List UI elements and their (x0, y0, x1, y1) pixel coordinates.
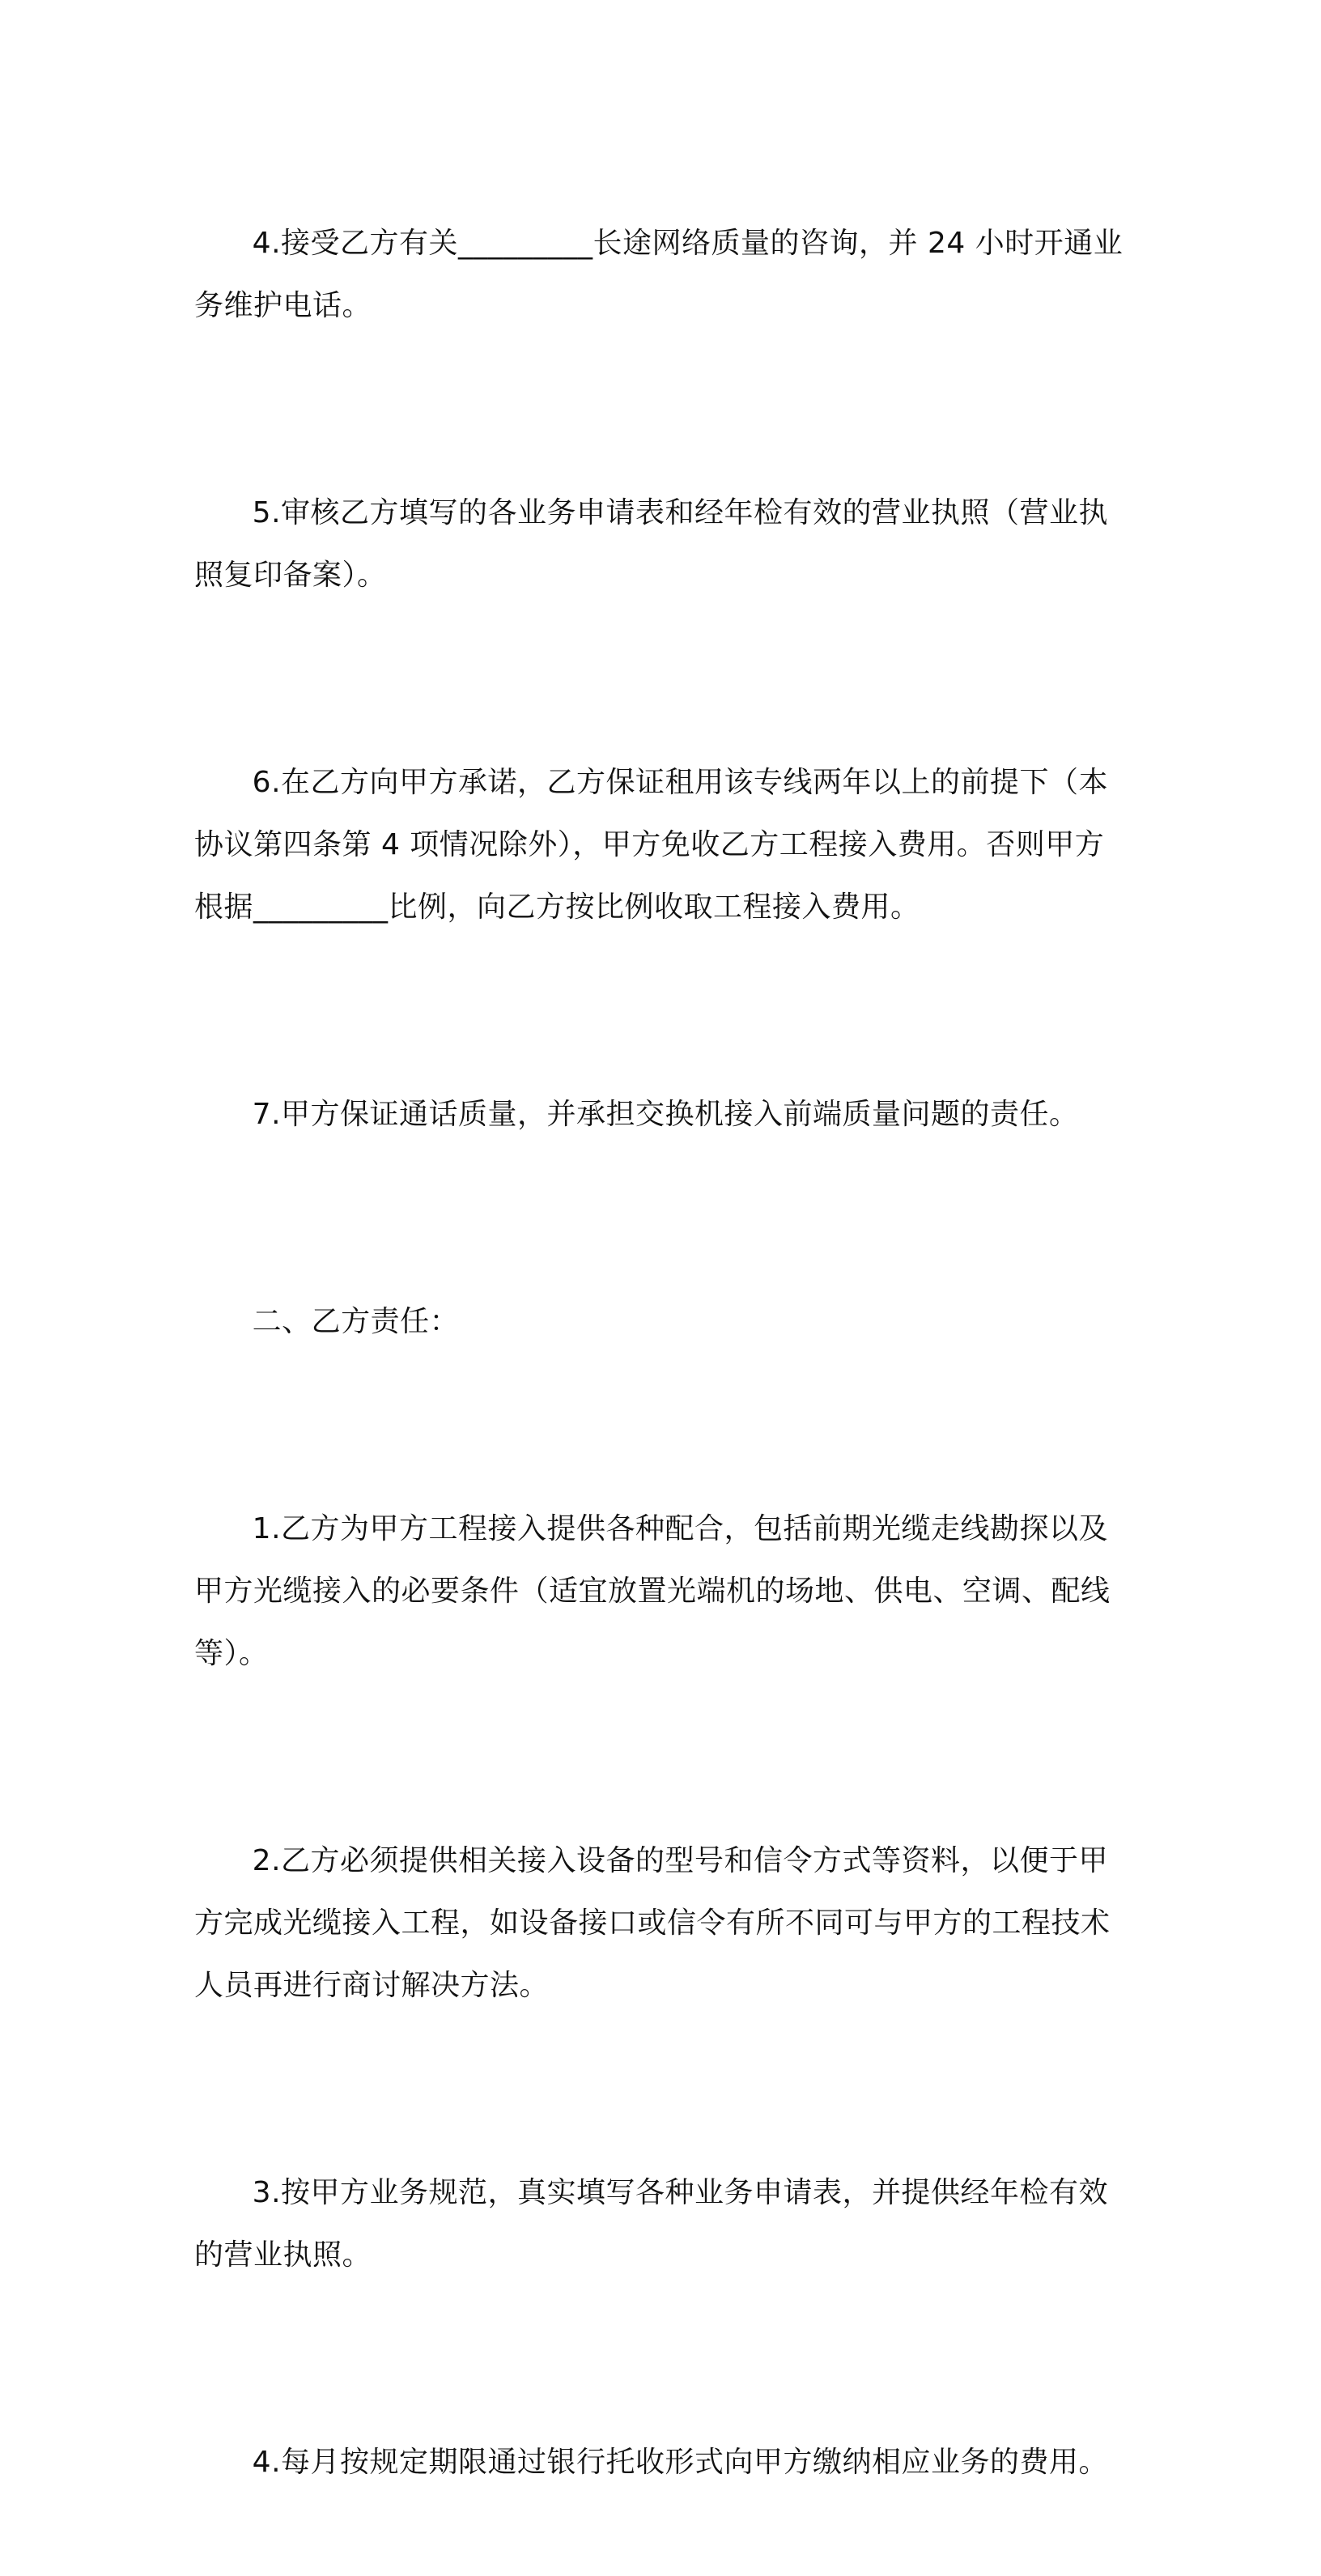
section-heading-party-b (194, 1228, 1133, 1415)
clause-party-a-4 (194, 150, 1133, 399)
document-body (194, 150, 1133, 2576)
clause-party-b-3 (194, 2099, 1133, 2349)
clause-text: 5.审核乙方填写的各业务申请表和经年检有效的营业执照（营业执照复印备案）。 (194, 496, 1109, 592)
clause-party-a-7 (194, 1021, 1133, 1208)
clause-text: 7.甲方保证通话质量，并承担交换机接入前端质量问题的责任。 (252, 1098, 1079, 1131)
clause-text: 3.按甲方业务规范，真实填写各种业务申请表，并提供经年检有效的营业执照。 (194, 2176, 1109, 2272)
clause-text: 6.在乙方向甲方承诺，乙方保证租用该专线两年以上的前提下（本协议第四条第 4 项情况除外），甲方免收乙方工程接入费用。否则甲方根据_________比例，向乙方按比例收取工程接入费用。 (194, 766, 1109, 924)
clause-text: 1.乙方为甲方工程接入提供各种配合，包括前期光缆走线勘探以及甲方光缆接入的必要条件（适宜放置光端机的场地、供电、空调、配线等）。 (194, 1512, 1111, 1670)
clause-party-b-1 (194, 1435, 1133, 1747)
clause-party-b-4 (194, 2369, 1166, 2556)
clause-party-b-2 (194, 1767, 1133, 2079)
clause-party-a-5 (194, 419, 1133, 669)
clause-text: 2.乙方必须提供相关接入设备的型号和信令方式等资料，以便于甲方完成光缆接入工程，如设备接口或信令有所不同可与甲方的工程技术人员再进行商讨解决方法。 (194, 1844, 1111, 2002)
section-heading-text: 二、乙方责任： (252, 1305, 460, 1338)
clause-party-a-6 (194, 689, 1133, 1001)
clause-text: 4.每月按规定期限通过银行托收形式向甲方缴纳相应业务的费用。 (252, 2446, 1109, 2479)
clause-text: 4.接受乙方有关_________长途网络质量的咨询，并 24 小时开通业务维护电话。 (194, 227, 1123, 322)
